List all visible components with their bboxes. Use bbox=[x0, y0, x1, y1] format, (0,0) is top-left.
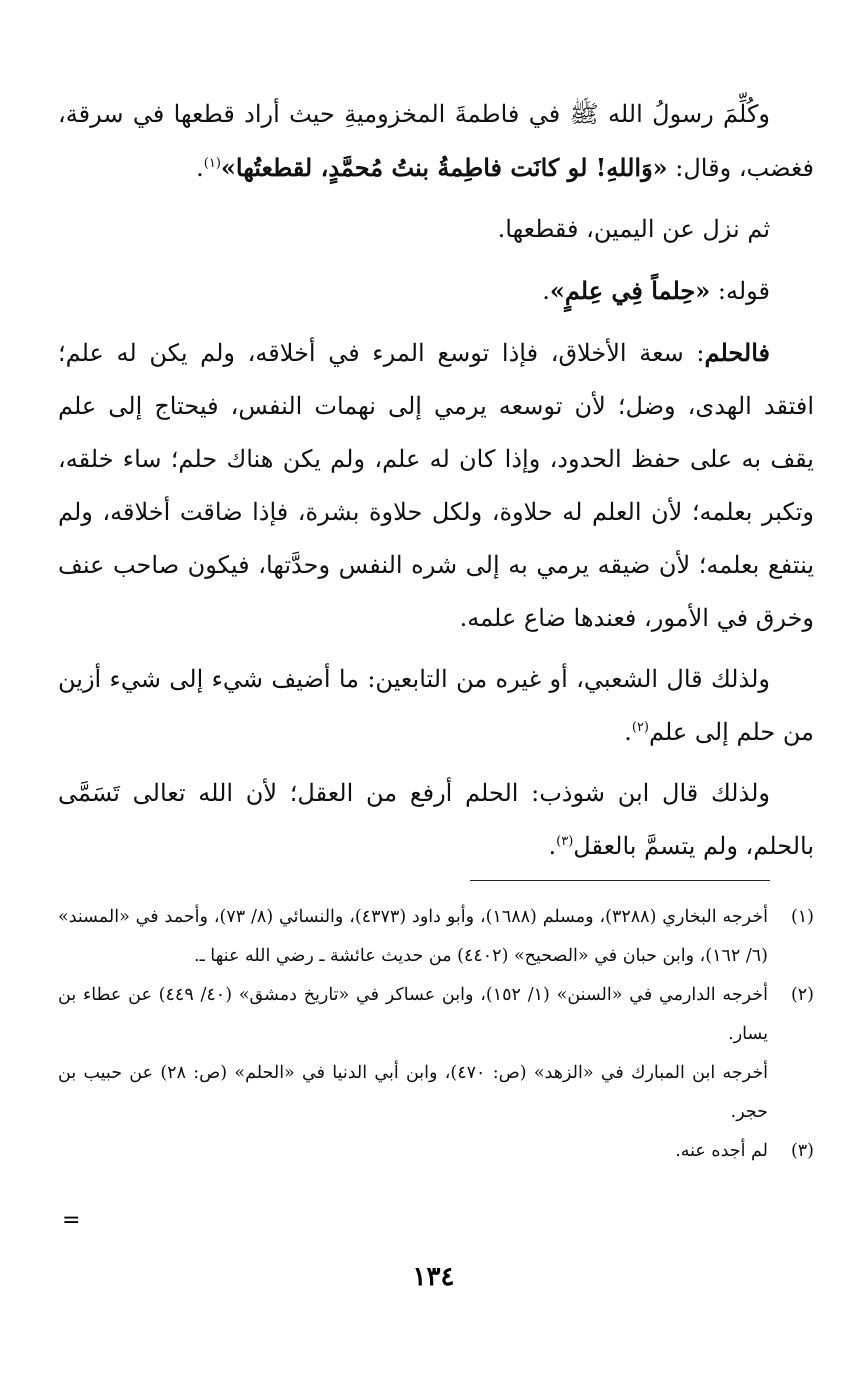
page-number: ١٣٤ bbox=[412, 1262, 455, 1292]
footnote-1 bbox=[58, 898, 814, 976]
footnotes bbox=[58, 898, 814, 1171]
main-text bbox=[58, 88, 814, 881]
p4-lead: فالحلم bbox=[704, 338, 770, 367]
p1-text: وكُلِّمَ رسولُ الله ﷺ في فاطمةَ المخزوميةِ حيث أراد قطعها في سرقة، فغضب، وقال: bbox=[58, 100, 814, 182]
p3-text: قوله: bbox=[710, 277, 770, 305]
footnote-ref-3[interactable]: (٣) bbox=[556, 834, 574, 849]
p6-end: . bbox=[548, 832, 557, 860]
paragraph-6 bbox=[58, 767, 814, 873]
p3-end: . bbox=[542, 277, 550, 305]
paragraph-3 bbox=[58, 264, 814, 318]
footnote-2-continuation: أخرجه ابن المبارك في «الزهد» (ص: ٤٧٠)، وابن أبي الدنيا في «الحلم» (ص: ٢٨) عن حبيب بن حجر. bbox=[58, 1063, 768, 1122]
footnote-ref-1[interactable]: (١) bbox=[203, 156, 221, 171]
footnote-2 bbox=[58, 976, 814, 1054]
p5-end: . bbox=[624, 718, 632, 746]
p6-text: ولذلك قال ابن شوذب: الحلم أرفع من العقل؛ لأن الله تعالى تَسَمَّى بالحلم، ولم يتسمَّ بالعقل bbox=[58, 779, 814, 860]
footnote-1-text: أخرجه البخاري (٣٢٨٨)، ومسلم (١٦٨٨)، وأبو داود (٤٣٧٣)، والنسائي (٨/ ٧٣)، وأحمد في «المسند» (٦/ ١٦٢)، وابن حبان في «الصحيح» (٤٤٠٢) من حديث عائشة ـ رضي الله عنها ـ. bbox=[58, 907, 768, 966]
footnote-separator bbox=[470, 880, 770, 881]
paragraph-5 bbox=[58, 653, 814, 759]
paragraph-2 bbox=[58, 203, 814, 256]
footnote-3-text: لم أجده عنه. bbox=[675, 1141, 768, 1161]
continuation-mark: = bbox=[62, 1208, 81, 1233]
paragraph-4 bbox=[58, 326, 814, 645]
p4-text: : سعة الأخلاق، فإذا توسع المرء في أخلاقه، ولم يكن له علم؛ افتقد الهدى، وضل؛ لأن توسعه يرمي إلى نهمات النفس، فيحتاج إلى علم يقف به على حفظ الحدود، وإذا كان له علم، ولم يكن هناك حلم؛ ساء خلقه، وتكبر بعلمه؛ لأن العلم له حلاوة، ولكل حلاوة بشرة، فإذا ضاقت أخلاقه، ولم ينتفع بعلمه؛ لأن ضيقه يرمي به إلى شره النفس وحدَّتها، فيكون صاحب عنف وخرق في الأمور، فعندها ضاع علمه. bbox=[58, 339, 814, 632]
footnote-3-number: (٣) bbox=[790, 1141, 814, 1161]
paragraph-1 bbox=[58, 88, 814, 195]
footnote-2-text: أخرجه الدارمي في «السنن» (١/ ١٥٢)، وابن عساكر في «تاريخ دمشق» (٤٠/ ٤٤٩) عن عطاء بن يسار. bbox=[58, 985, 768, 1044]
p3-quote: «حِلماً فِي عِلمٍ» bbox=[549, 276, 711, 305]
p1-end: . bbox=[196, 154, 204, 182]
footnote-3 bbox=[58, 1132, 814, 1171]
footnote-2-number: (٢) bbox=[790, 985, 814, 1005]
footnote-ref-2[interactable]: (٢) bbox=[631, 720, 649, 735]
footnote-1-number: (١) bbox=[790, 907, 814, 927]
p1-quote: «وَاللهِ! لو كانَت فاطِمةُ بنتُ مُحمَّدٍ، لقطعتُها» bbox=[220, 153, 668, 182]
p5-text: ولذلك قال الشعبي، أو غيره من التابعين: ما أضيف شيء إلى شيء أزين من حلم إلى علم bbox=[58, 665, 814, 746]
p2-text: ثم نزل عن اليمين، فقطعها. bbox=[497, 215, 770, 243]
